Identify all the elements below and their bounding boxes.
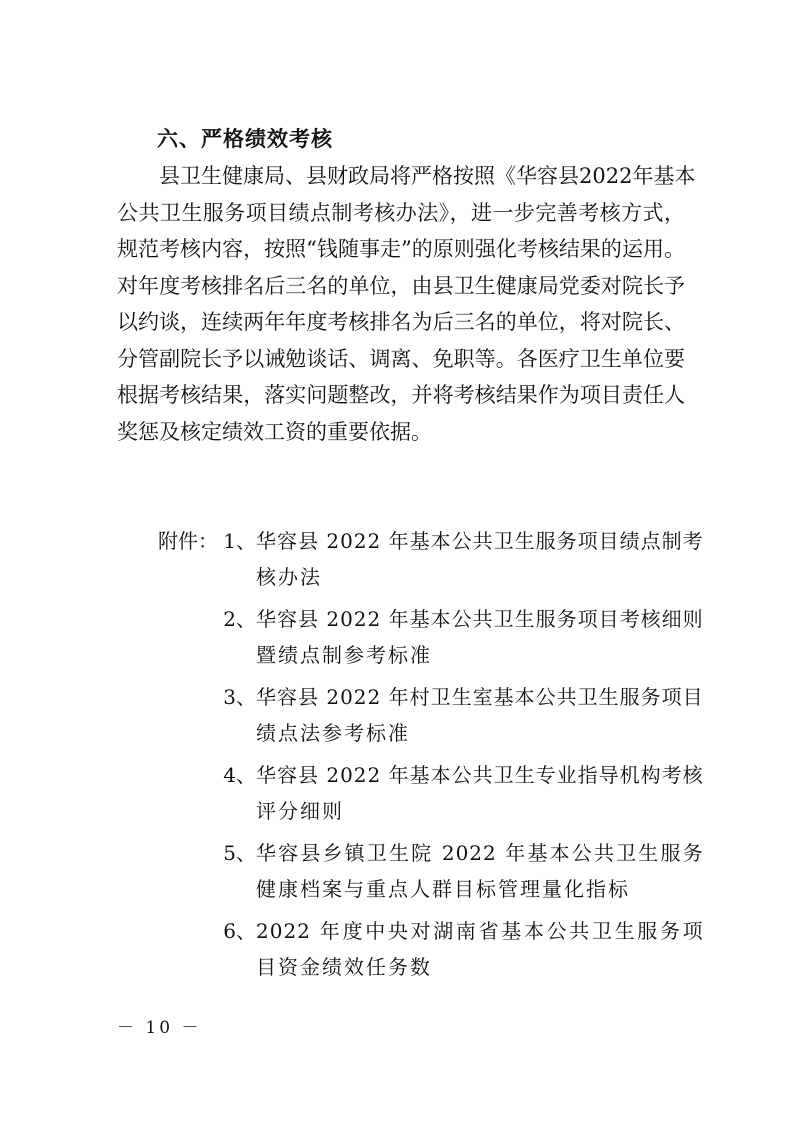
section-paragraph <box>117 158 696 450</box>
attachment-number: 5、 <box>223 841 256 865</box>
paragraph-line: 规范考核内容，按照“钱随事走”的原则强化考核结果的运用。 <box>117 237 685 261</box>
attachment-title-line: 华容县 2022 年基本公共卫生服务项目考核细则 <box>256 607 704 631</box>
attachment-title-line: 核办法 <box>256 565 322 589</box>
paragraph-line: 对年度考核排名后三名的单位，由县卫生健康局党委对院长予 <box>117 273 685 298</box>
attachment-title-line: 目资金绩效任务数 <box>256 955 432 979</box>
attachment-number: 3、 <box>223 685 256 709</box>
attachment-item <box>214 679 704 751</box>
attachment-number: 4、 <box>223 763 256 787</box>
attachment-title-line: 健康档案与重点人群目标管理量化指标 <box>256 877 630 901</box>
attachment-item <box>214 601 704 673</box>
attachment-item <box>214 913 704 985</box>
attachments-list <box>158 523 704 985</box>
attachment-number: 2、 <box>223 607 256 631</box>
attachment-title-line: 华容县乡镇卫生院 2022 年基本公共卫生服务 <box>256 841 704 865</box>
attachment-item <box>214 757 704 829</box>
attachment-title-line: 绩点法参考标准 <box>256 721 410 745</box>
paragraph-line: 根据考核结果，落实问题整改，并将考核结果作为项目责任人 <box>117 383 685 407</box>
paragraph-line: 县卫生健康局、县财政局将严格按照《华容县2022年基本 <box>159 164 696 188</box>
attachment-title-line: 华容县 2022 年村卫生室基本公共卫生服务项目 <box>256 685 704 709</box>
section-heading: 六、严格绩效考核 <box>157 127 333 151</box>
attachment-number: 1、 <box>223 529 256 553</box>
attachment-number: 6、 <box>223 919 256 943</box>
attachment-title-line: 2022 年度中央对湖南省基本公共卫生服务项 <box>256 919 704 943</box>
attachment-title-line: 评分细则 <box>256 799 344 823</box>
attachment-title-line: 华容县 2022 年基本公共卫生专业指导机构考核 <box>256 763 704 787</box>
page-number: － 10 － <box>117 1018 202 1038</box>
paragraph-line: 以约谈，连续两年年度考核排名为后三名的单位，将对院长、 <box>117 310 685 334</box>
paragraph-line: 分管副院长予以诫勉谈话、调离、免职等。各医疗卫生单位要 <box>117 346 685 371</box>
paragraph-line: 奖惩及核定绩效工资的重要依据。 <box>117 419 432 444</box>
attachments-label: 附件： <box>158 529 218 553</box>
attachment-title-line: 暨绩点制参考标准 <box>256 643 432 667</box>
attachment-title-line: 华容县 2022 年基本公共卫生服务项目绩点制考 <box>256 529 704 553</box>
paragraph-line: 公共卫生服务项目绩点制考核办法》，进一步完善考核方式， <box>117 200 685 225</box>
attachment-item <box>214 835 704 907</box>
attachment-item <box>214 523 704 595</box>
